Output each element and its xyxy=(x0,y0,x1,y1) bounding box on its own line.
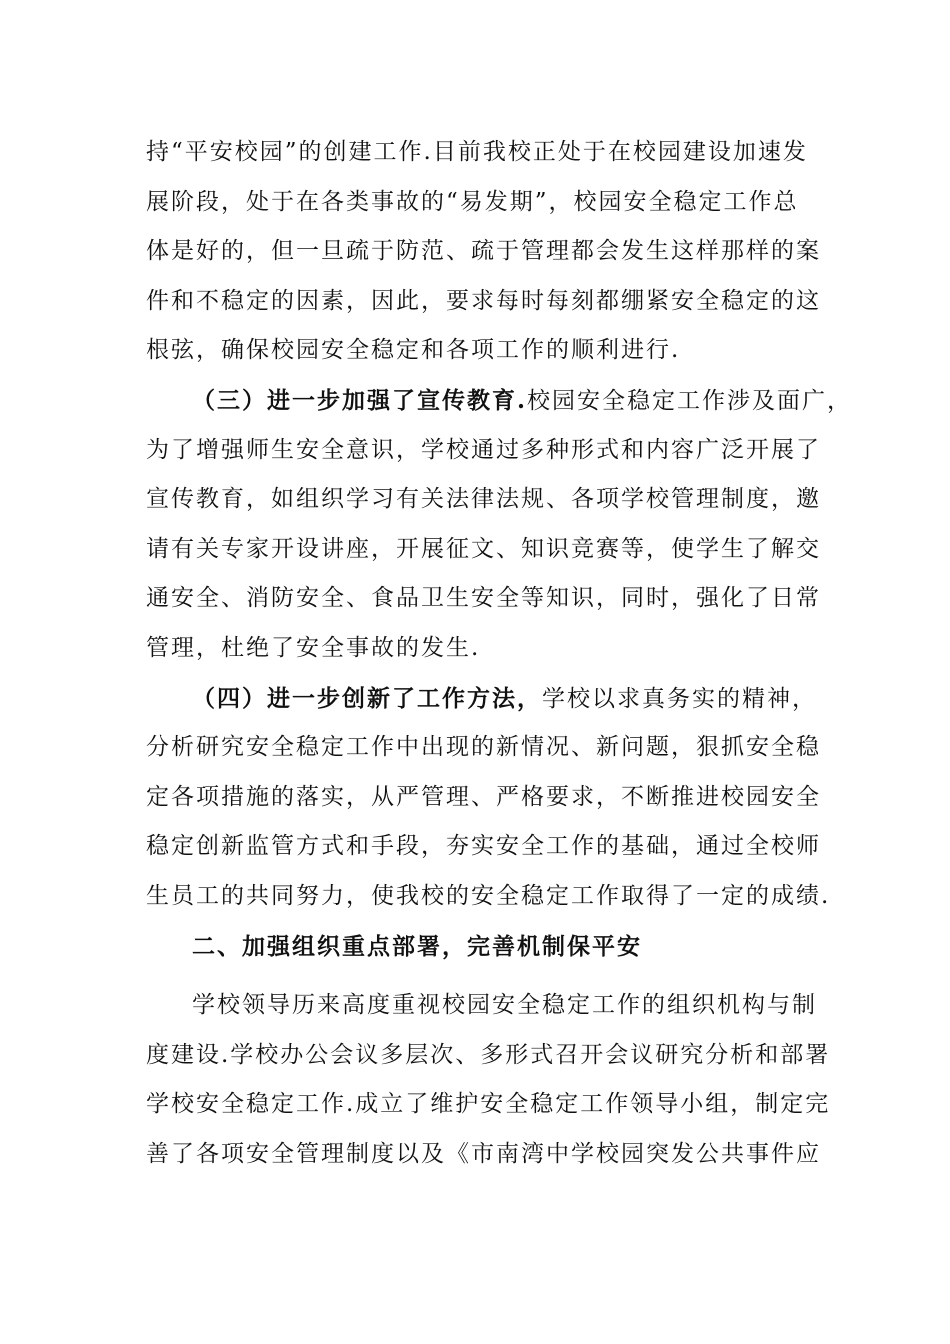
text-line: 请有关专家开设讲座，开展征文、知识竞赛等，使学生了解交 xyxy=(146,535,821,562)
text-span: 校园安全稳定工作涉及面广， xyxy=(527,387,853,414)
paragraph-heading-inline: （四）进一步创新了工作方法， xyxy=(192,684,542,712)
text-line: 管理，杜绝了安全事故的发生. xyxy=(146,634,481,661)
text-line: 学校领导历来高度重视校园安全稳定工作的组织机构与制 xyxy=(192,992,817,1019)
text-line: 宣传教育，如组织学习有关法律法规、各项学校管理制度，邀 xyxy=(146,486,821,513)
text-line: 根弦，确保校园安全稳定和各项工作的顺利进行. xyxy=(146,337,681,364)
text-line: 体是好的，但一旦疏于防范、疏于管理都会发生这样那样的案 xyxy=(146,238,821,265)
paragraph-heading-inline: （三）进一步加强了宣传教育. xyxy=(192,386,528,414)
paragraph-3 xyxy=(146,674,831,922)
text-line: 稳定创新监管方式和手段，夯实安全工作的基础，通过全校师 xyxy=(146,833,821,860)
text-line: 为了增强师生安全意识，学校通过多种形式和内容广泛开展了 xyxy=(146,436,821,463)
text-line: 度建设.学校办公会议多层次、多形式召开会议研究分析和部署 xyxy=(146,1041,831,1068)
text-line: 生员工的共同努力，使我校的安全稳定工作取得了一定的成绩. xyxy=(146,882,831,909)
text-line: 分析研究安全稳定工作中出现的新情况、新问题，狠抓安全稳 xyxy=(146,734,821,761)
paragraph-1 xyxy=(146,128,821,376)
paragraph-2 xyxy=(146,376,853,674)
text-line: 学校安全稳定工作.成立了维护安全稳定工作领导小组，制定完 xyxy=(146,1091,831,1118)
text-line: 通安全、消防安全、食品卫生安全等知识，同时，强化了日常 xyxy=(146,585,821,612)
document-body xyxy=(146,128,853,1179)
text-line: 持“平安校园”的创建工作.目前我校正处于在校园建设加速发 xyxy=(146,139,808,165)
section-heading: 二、加强组织重点部署，完善机制保平安 xyxy=(192,932,642,960)
text-line: 展阶段，处于在各类事故的“易发期”，校园安全稳定工作总 xyxy=(146,188,799,215)
spacer xyxy=(146,971,806,981)
text-line: 定各项措施的落实，从严管理、严格要求，不断推进校园安全 xyxy=(146,783,821,810)
text-line: 善了各项安全管理制度以及《市南湾中学校园突发公共事件应 xyxy=(146,1140,821,1167)
text-line: 件和不稳定的因素，因此，要求每时每刻都绷紧安全稳定的这 xyxy=(146,287,821,314)
paragraph-4 xyxy=(146,981,831,1179)
text-line-lead xyxy=(146,376,853,426)
text-span: 学校以求真务实的精神， xyxy=(542,685,817,712)
text-line-lead xyxy=(146,674,817,724)
